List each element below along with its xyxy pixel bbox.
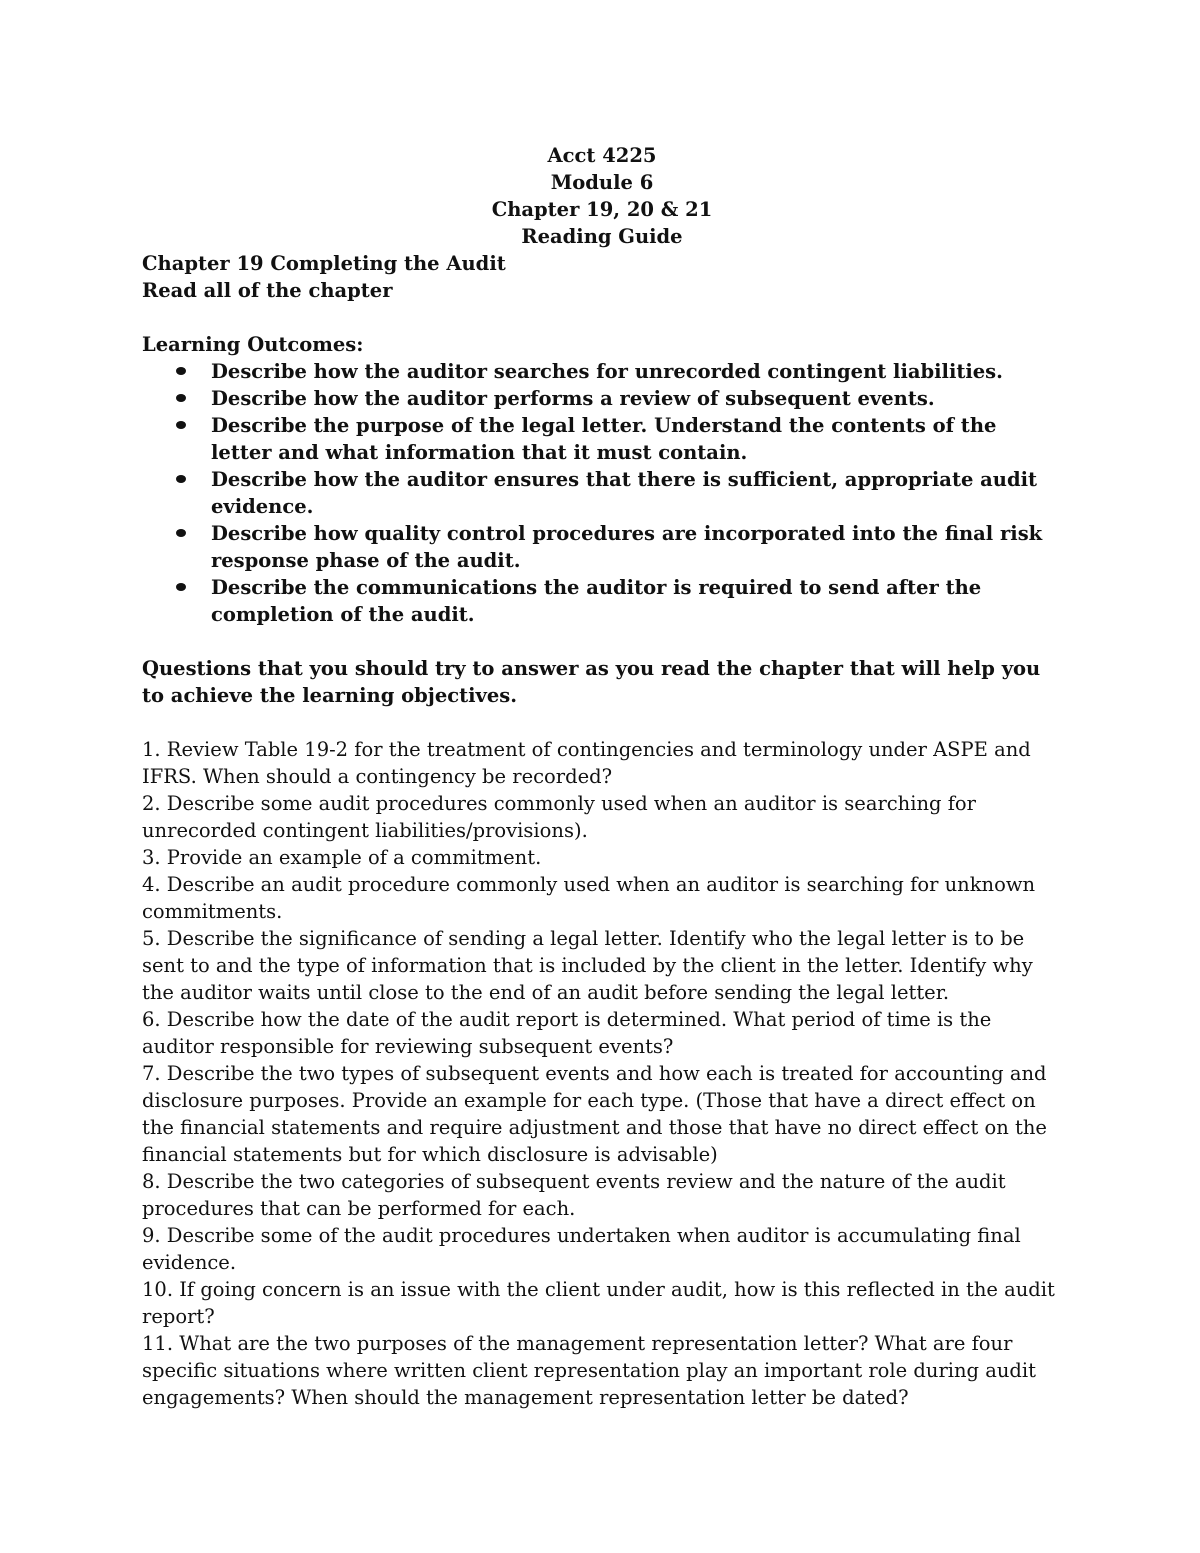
outcome-text: Describe how quality control procedures are incorporated into the final risk response phase of the audit. <box>211 522 1043 572</box>
question-item: 11. What are the two purposes of the management representation letter? What are four specific situations where written client representation play an important role during audit engagements? When should the management representation letter be dated? <box>142 1332 1036 1409</box>
document-page <box>142 142 1062 1411</box>
outcome-text: Describe the communications the auditor is required to send after the completion of the audit. <box>211 576 982 626</box>
outcome-text: Describe how the auditor performs a review of subsequent events. <box>211 387 935 410</box>
bullet-icon <box>176 583 186 591</box>
outcomes-list <box>142 358 1062 628</box>
question-item: 8. Describe the two categories of subsequent events review and the nature of the audit procedures that can be performed for each. <box>142 1170 1006 1220</box>
outcome-text: Describe how the auditor ensures that there is sufficient, appropriate audit evidence. <box>211 468 1038 518</box>
outcome-text: Describe how the auditor searches for unrecorded contingent liabilities. <box>211 360 1003 383</box>
outcome-text: Describe the purpose of the legal letter. Understand the contents of the letter and what information that it must contain. <box>211 414 997 464</box>
bullet-icon <box>176 394 186 402</box>
module-label: Module 6 <box>550 171 654 194</box>
outcome-item <box>142 412 1062 466</box>
bullet-icon <box>176 421 186 429</box>
questions-intro: Questions that you should try to answer as you read the chapter that will help you to achieve the learning objectives. <box>142 657 1041 707</box>
spacer <box>142 628 1062 655</box>
question-item: 6. Describe how the date of the audit report is determined. What period of time is the auditor responsible for reviewing subsequent events? <box>142 1008 992 1058</box>
outcomes-heading: Learning Outcomes: <box>142 333 364 356</box>
outcome-item <box>142 466 1062 520</box>
outcome-item <box>142 358 1062 385</box>
reading-instruction: Read all of the chapter <box>142 279 393 302</box>
question-item: 4. Describe an audit procedure commonly used when an auditor is searching for unknown commitments. <box>142 873 1036 923</box>
question-item: 1. Review Table 19-2 for the treatment of contingencies and terminology under ASPE and IFRS. When should a contingency be recorded? <box>142 738 1031 788</box>
spacer <box>142 304 1062 331</box>
outcome-item <box>142 520 1062 574</box>
bullet-icon <box>176 367 186 375</box>
bullet-icon <box>176 529 186 537</box>
course-code: Acct 4225 <box>547 144 657 167</box>
outcome-item <box>142 574 1062 628</box>
question-item: 9. Describe some of the audit procedures undertaken when auditor is accumulating final evidence. <box>142 1224 1021 1274</box>
bullet-icon <box>176 475 186 483</box>
question-item: 2. Describe some audit procedures commonly used when an auditor is searching for unrecorded contingent liabilities/provisions). <box>142 792 976 842</box>
outcome-item <box>142 385 1062 412</box>
question-item: 5. Describe the significance of sending a legal letter. Identify who the legal letter is to be sent to and the type of information that is included by the client in the letter. Identify why the auditor waits until close to the end of an audit before sending the legal letter. <box>142 927 1033 1004</box>
question-item: 10. If going concern is an issue with the client under audit, how is this reflected in the audit report? <box>142 1278 1055 1328</box>
document-header <box>142 142 1062 250</box>
question-item: 3. Provide an example of a commitment. <box>142 846 542 869</box>
questions-list <box>142 736 1062 1411</box>
guide-label: Reading Guide <box>521 225 683 248</box>
chapter-title: Chapter 19 Completing the Audit <box>142 252 506 275</box>
question-item: 7. Describe the two types of subsequent events and how each is treated for accounting and disclosure purposes. Provide an example for each type. (Those that have a direct effect on the financial statements and require adjustment and those that have no direct effect on the financial statements but for which disclosure is advisable) <box>142 1062 1047 1166</box>
spacer <box>142 709 1062 736</box>
chapters-label: Chapter 19, 20 & 21 <box>491 198 713 221</box>
